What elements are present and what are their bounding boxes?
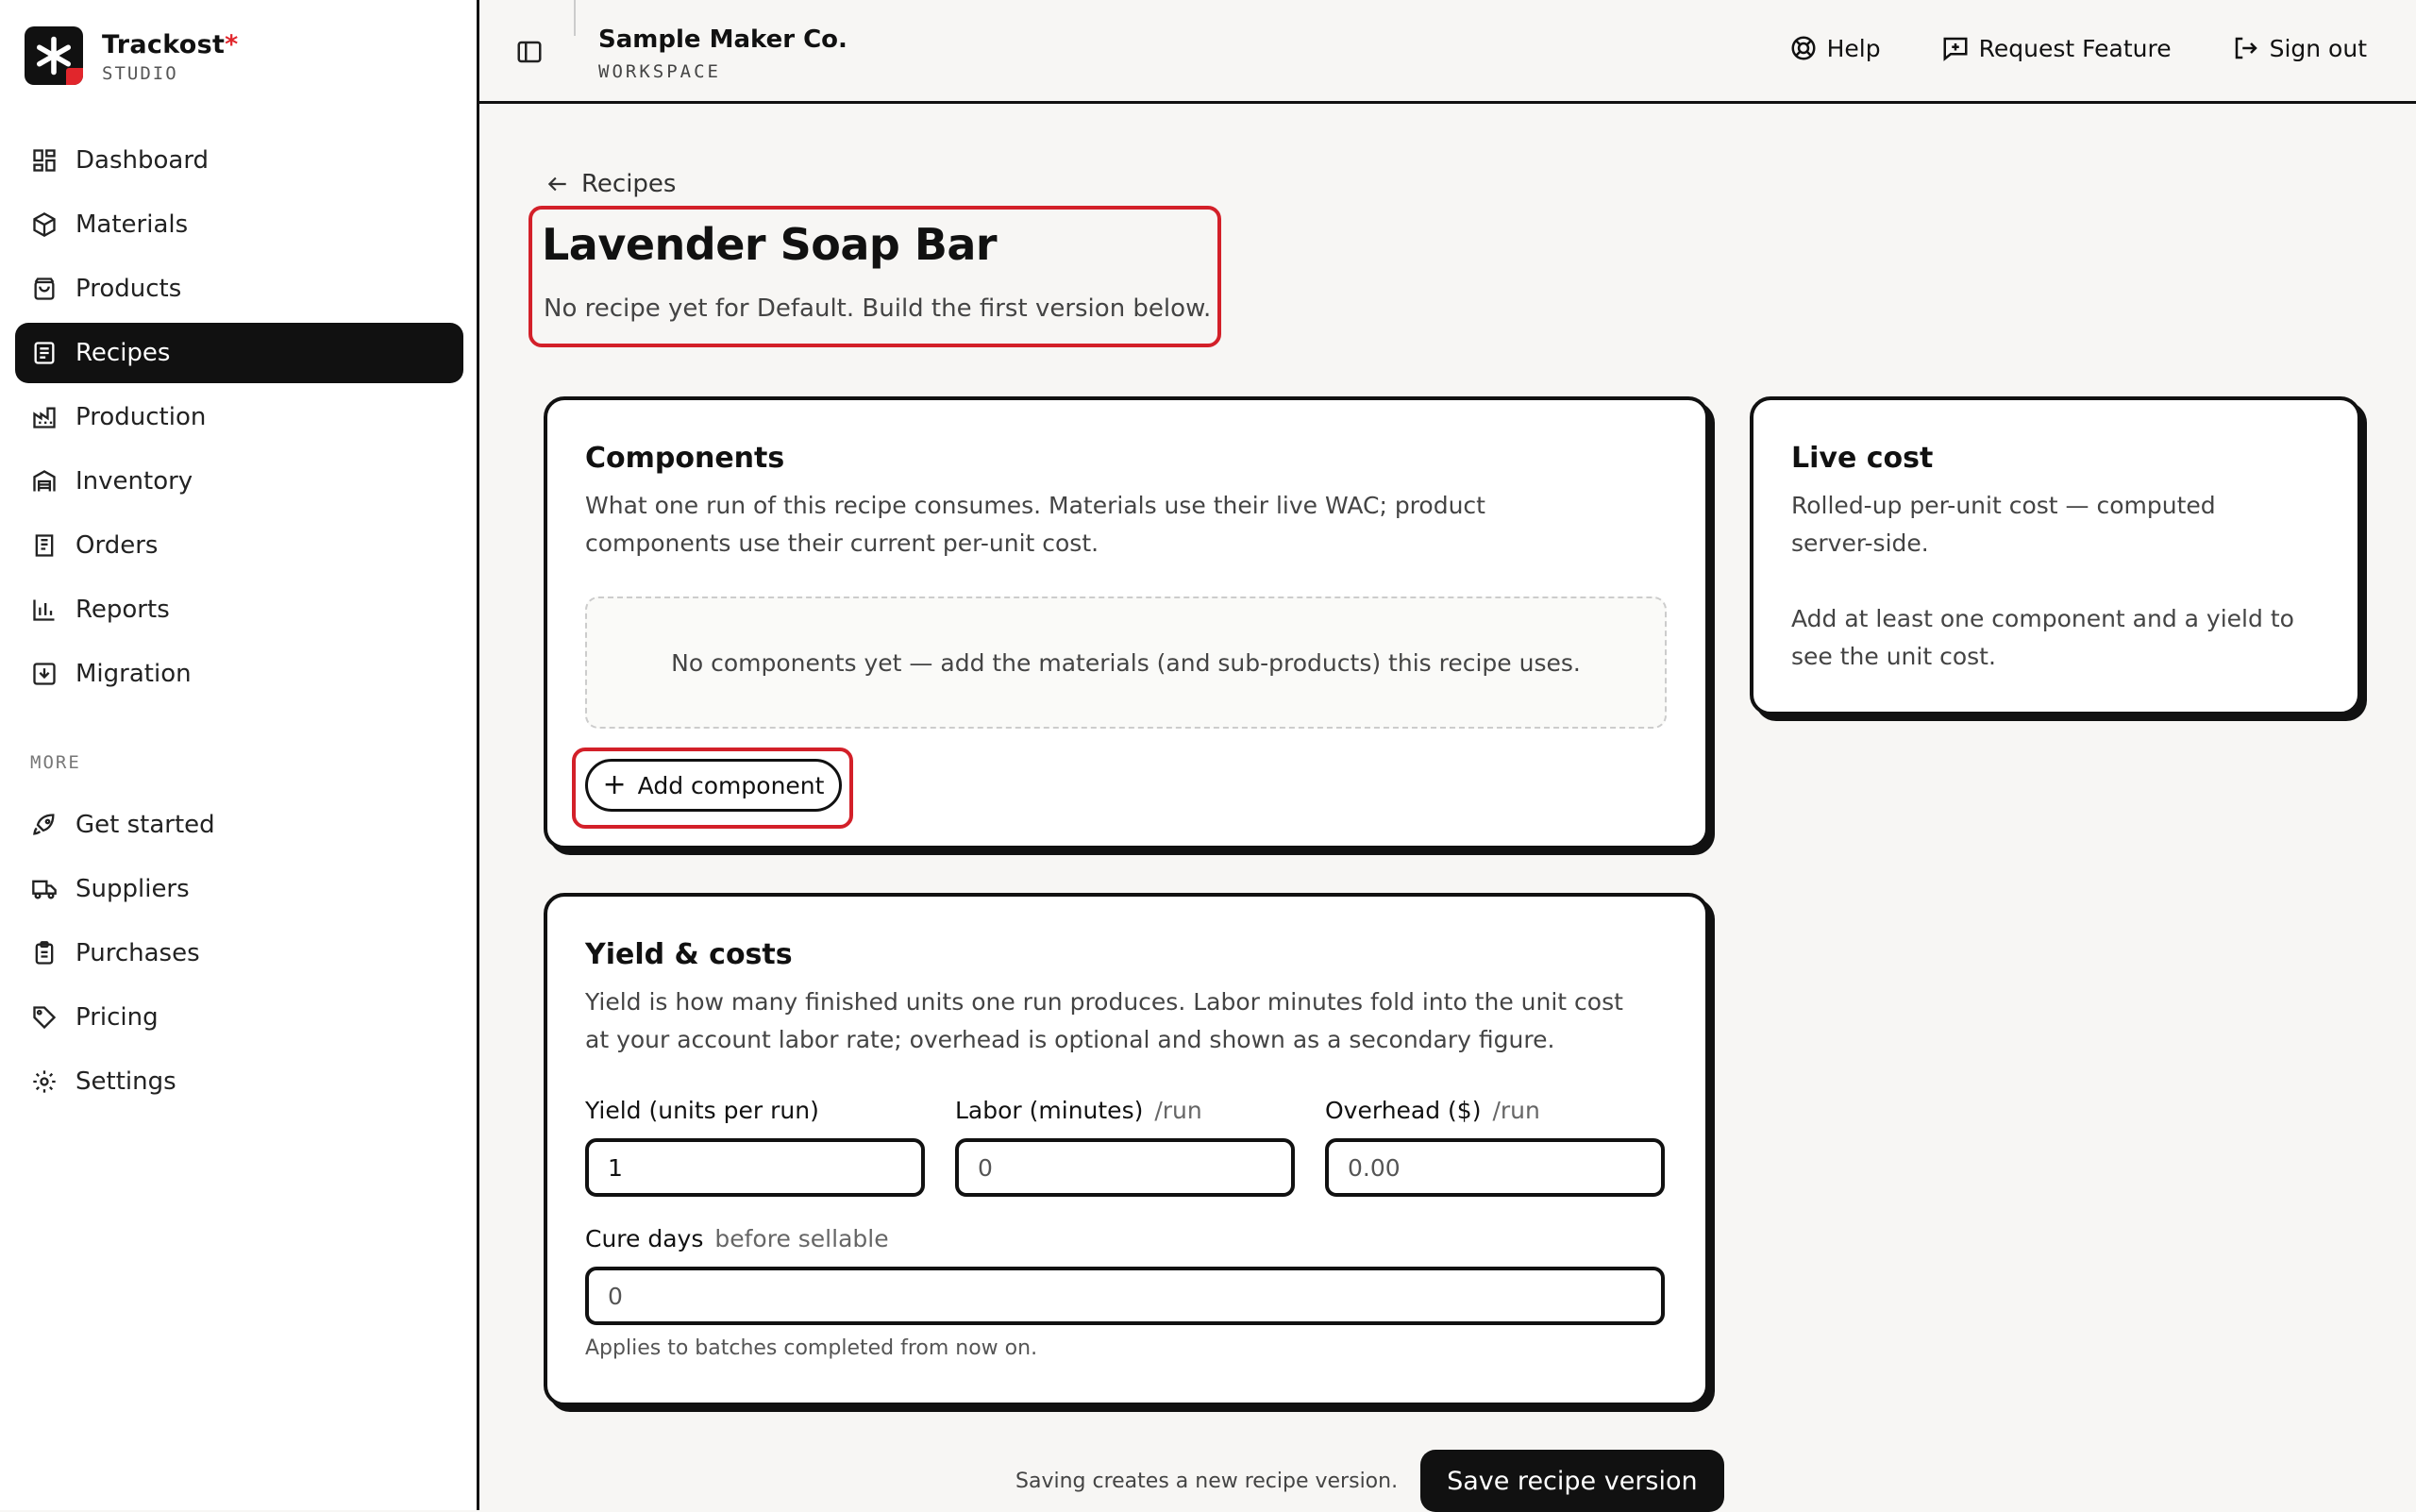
- sidebar-item-production[interactable]: [15, 387, 463, 447]
- topbar: [479, 0, 2416, 104]
- sidebar-item-label: Inventory: [76, 467, 193, 496]
- sidebar-item-purchases[interactable]: [15, 923, 463, 983]
- cure-days-label: Cure days before sellable: [585, 1225, 889, 1252]
- labor-input[interactable]: 0: [955, 1138, 1295, 1197]
- live-cost-card: [1750, 396, 2361, 715]
- components-description-2: components use their current per-unit cost.: [585, 529, 1099, 557]
- components-card: [544, 396, 1709, 849]
- sidebar-item-label: Pricing: [76, 1003, 159, 1032]
- sidebar: [0, 0, 479, 1510]
- sidebar-item-label: Migration: [76, 660, 192, 688]
- components-empty-state: No components yet — add the materials (and sub-products) this recipe uses.: [585, 596, 1667, 729]
- main-content: [479, 104, 2416, 1510]
- workspace-name: Sample Maker Co.: [598, 25, 847, 54]
- yield-description-2: at your account labor rate; overhead is optional and shown as a secondary figure.: [585, 1026, 1555, 1053]
- save-row: [1015, 1450, 1724, 1512]
- box-icon: [30, 210, 59, 239]
- sidebar-item-label: Purchases: [76, 939, 200, 967]
- live-cost-title: Live cost: [1791, 442, 1934, 475]
- back-link[interactable]: Recipes: [545, 170, 676, 198]
- orders-icon: [30, 531, 59, 560]
- sidebar-item-label: Recipes: [76, 339, 171, 367]
- import-icon: [30, 660, 59, 688]
- page-subtitle: No recipe yet for Default. Build the first version below.: [544, 294, 1212, 323]
- divider: [574, 0, 576, 36]
- tag-icon: [30, 1003, 59, 1032]
- gear-icon: [30, 1067, 59, 1096]
- live-cost-hint-1: Add at least one component and a yield to: [1791, 605, 2294, 632]
- top-actions: [1729, 34, 2367, 62]
- sidebar-toggle-button[interactable]: [515, 38, 545, 68]
- sidebar-item-label: Settings: [76, 1067, 176, 1096]
- sidebar-item-label: Products: [76, 275, 182, 303]
- overhead-input[interactable]: 0.00: [1325, 1138, 1665, 1197]
- lifebuoy-icon: [1789, 34, 1818, 62]
- sidebar-item-orders[interactable]: [15, 515, 463, 576]
- rocket-icon: [30, 811, 59, 839]
- sidebar-item-label: Reports: [76, 596, 170, 624]
- sidebar-item-label: Suppliers: [76, 875, 190, 903]
- sidebar-item-pricing[interactable]: [15, 987, 463, 1048]
- cure-days-help: Applies to batches completed from now on.: [585, 1336, 1038, 1360]
- brand-name: Trackost*: [102, 30, 239, 59]
- logo-accent: [66, 68, 83, 85]
- sidebar-item-dashboard[interactable]: [15, 130, 463, 191]
- sidebar-item-label: Orders: [76, 531, 159, 560]
- sidebar-item-recipes[interactable]: [15, 323, 463, 383]
- sidebar-item-label: Get started: [76, 811, 215, 839]
- page-title: Lavender Soap Bar: [542, 219, 998, 270]
- save-recipe-button[interactable]: Save recipe version: [1420, 1450, 1724, 1512]
- sidebar-item-label: Production: [76, 403, 207, 431]
- brand[interactable]: [25, 26, 239, 85]
- sign-out-link[interactable]: Sign out: [2232, 34, 2367, 62]
- live-cost-description-2: server-side.: [1791, 529, 1929, 557]
- workspace-label: WORKSPACE: [598, 61, 721, 82]
- live-cost-hint-2: see the unit cost.: [1791, 643, 1996, 670]
- sidebar-item-settings[interactable]: [15, 1051, 463, 1112]
- message-plus-icon: [1941, 34, 1970, 62]
- sidebar-item-reports[interactable]: [15, 580, 463, 640]
- sidebar-item-suppliers[interactable]: [15, 859, 463, 919]
- sidebar-item-products[interactable]: [15, 259, 463, 319]
- main-nav: [15, 130, 463, 708]
- clipboard-icon: [30, 939, 59, 967]
- dashboard-icon: [30, 146, 59, 175]
- more-nav: [15, 795, 463, 1116]
- yield-description-1: Yield is how many finished units one run produces. Labor minutes fold into the unit cost: [585, 988, 1623, 1016]
- sidebar-item-label: Dashboard: [76, 146, 210, 175]
- more-section-label: MORE: [30, 752, 81, 773]
- sidebar-item-materials[interactable]: [15, 194, 463, 255]
- cure-days-input[interactable]: 0: [585, 1267, 1665, 1325]
- yield-input[interactable]: 1: [585, 1138, 925, 1197]
- add-component-button[interactable]: + Add component: [585, 759, 842, 812]
- brand-sub: STUDIO: [102, 63, 178, 84]
- recipe-icon: [30, 339, 59, 367]
- sidebar-item-label: Materials: [76, 210, 189, 239]
- sidebar-item-get-started[interactable]: [15, 795, 463, 855]
- yield-label: Yield (units per run): [585, 1097, 819, 1124]
- logo: [25, 26, 83, 85]
- labor-label: Labor (minutes) /run: [955, 1097, 1202, 1124]
- components-description-1: What one run of this recipe consumes. Materials use their live WAC; product: [585, 492, 1485, 519]
- save-note: Saving creates a new recipe version.: [1015, 1469, 1399, 1493]
- sidebar-item-migration[interactable]: [15, 644, 463, 704]
- sign-out-icon: [2232, 34, 2260, 62]
- live-cost-description-1: Rolled-up per-unit cost — computed: [1791, 492, 2216, 519]
- components-title: Components: [585, 442, 785, 475]
- bag-icon: [30, 275, 59, 303]
- yield-title: Yield & costs: [585, 938, 793, 971]
- truck-icon: [30, 875, 59, 903]
- yield-costs-card: [544, 893, 1709, 1406]
- arrow-left-icon: [545, 172, 570, 196]
- warehouse-icon: [30, 467, 59, 496]
- request-feature-link[interactable]: Request Feature: [1941, 34, 2172, 62]
- plus-icon: +: [602, 768, 627, 801]
- factory-icon: [30, 403, 59, 431]
- help-link[interactable]: Help: [1789, 34, 1881, 62]
- bar-chart-icon: [30, 596, 59, 624]
- sidebar-toggle-icon: [515, 38, 544, 66]
- overhead-label: Overhead ($) /run: [1325, 1097, 1540, 1124]
- sidebar-item-inventory[interactable]: [15, 451, 463, 512]
